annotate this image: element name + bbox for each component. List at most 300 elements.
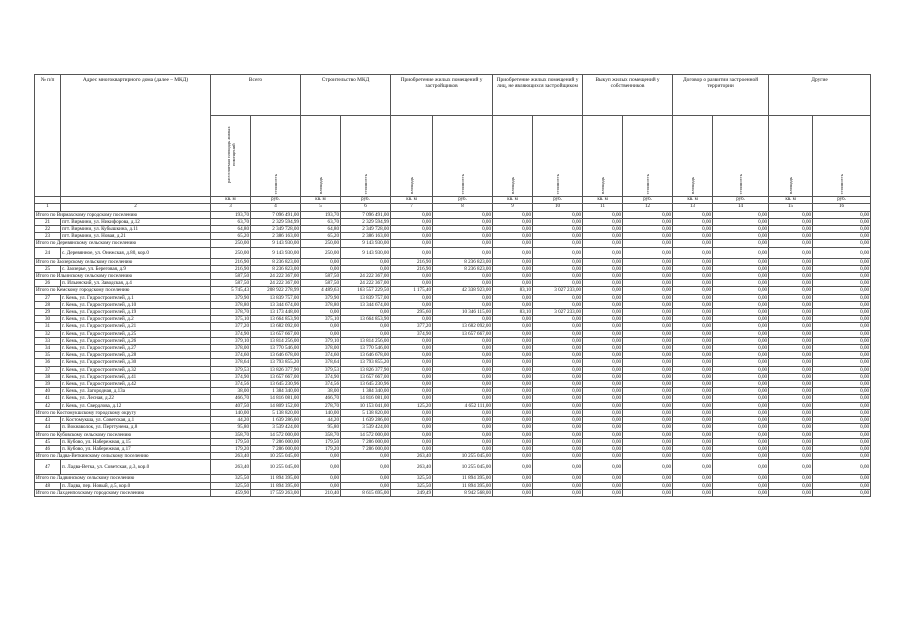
cost-value-cell: 0,00: [623, 453, 673, 460]
subcol-cost: стоимость: [713, 116, 769, 197]
cost-value-cell: 0,00: [813, 482, 871, 489]
area-value-cell: 179,20: [301, 445, 341, 452]
area-value-cell: 0,00: [769, 359, 813, 366]
area-value-cell: 0,00: [493, 482, 533, 489]
subtotal-row: [35, 431, 871, 438]
cost-value-cell: 13 839 757,00: [251, 294, 301, 301]
area-value-cell: 0,00: [493, 489, 533, 496]
table-row: [35, 265, 871, 272]
area-value-cell: 0,00: [769, 489, 813, 496]
area-value-cell: 0,00: [583, 273, 623, 280]
cost-value-cell: 0,00: [433, 345, 493, 352]
subtotal-row: [35, 409, 871, 416]
cost-value-cell: 0,00: [433, 359, 493, 366]
row-number: 27: [35, 294, 61, 301]
cost-value-cell: 0,00: [713, 381, 769, 388]
area-value-cell: 0,00: [769, 287, 813, 294]
area-value-cell: 193,70: [211, 211, 251, 218]
area-value-cell: 263,40: [391, 453, 433, 460]
cost-value-cell: 0,00: [813, 431, 871, 438]
cost-value-cell: 0,00: [813, 265, 871, 272]
area-value-cell: 140,00: [301, 409, 341, 416]
table-row: [35, 233, 871, 240]
cost-value-cell: 0,00: [433, 445, 493, 452]
cost-value-cell: 13 682 092,00: [433, 323, 493, 330]
cost-value-cell: 10 255 045,00: [433, 453, 493, 460]
cost-value-cell: 0,00: [533, 240, 583, 247]
area-value-cell: 325,50: [211, 475, 251, 482]
cost-value-cell: 0,00: [433, 233, 493, 240]
cost-value-cell: 13 826 377,90: [251, 366, 301, 373]
area-value-cell: 0,00: [769, 402, 813, 409]
subcol-area: площадь: [301, 116, 341, 197]
table-row: [35, 309, 871, 316]
area-value-cell: 0,00: [769, 345, 813, 352]
area-value-cell: 0,00: [301, 323, 341, 330]
cost-value-cell: 0,00: [713, 409, 769, 416]
area-value-cell: 44,20: [301, 417, 341, 424]
cost-value-cell: 24 222 367,00: [251, 273, 301, 280]
cost-value-cell: 0,00: [813, 489, 871, 496]
address-cell: г. Кемь, ул. Лесная, д.22: [61, 395, 211, 402]
area-value-cell: 0,00: [769, 316, 813, 323]
area-value-cell: 0,00: [493, 366, 533, 373]
area-value-cell: 379,53: [211, 366, 251, 373]
cost-value-cell: 13 645 230,96: [341, 381, 391, 388]
cost-value-cell: 0,00: [623, 417, 673, 424]
area-value-cell: 0,00: [673, 323, 713, 330]
table-row: [35, 417, 871, 424]
cost-value-cell: 10 255 045,00: [251, 453, 301, 460]
cost-value-cell: 0,00: [713, 352, 769, 359]
subtotal-label: Итого по Ладвинскому сельскому поселению: [35, 475, 211, 482]
cost-value-cell: 13 826 377,90: [341, 366, 391, 373]
unit-cell: руб.: [251, 197, 301, 204]
area-value-cell: 374,90: [391, 330, 433, 337]
area-value-cell: 210,40: [301, 489, 341, 496]
column-number-cell: 11: [583, 204, 623, 211]
cost-value-cell: 0,00: [623, 294, 673, 301]
subcol-cost: стоимость: [251, 116, 301, 197]
area-value-cell: 0,00: [673, 475, 713, 482]
cost-value-cell: 14 816 081,00: [251, 395, 301, 402]
column-number-cell: 7: [391, 204, 433, 211]
area-value-cell: 0,00: [673, 337, 713, 344]
row-number: 38: [35, 373, 61, 380]
area-value-cell: 0,00: [583, 460, 623, 475]
row-number: 25: [35, 265, 61, 272]
cost-value-cell: 11 894 395,00: [433, 475, 493, 482]
cost-value-cell: 0,00: [533, 226, 583, 233]
address-cell: г. Кемь, ул. Гидростроителей, д.30: [61, 359, 211, 366]
address-cell: п. Ладва-Ветка, ул. Советская, д.3, кор.0: [61, 460, 211, 475]
cost-value-cell: 0,00: [713, 453, 769, 460]
area-value-cell: 0,00: [673, 287, 713, 294]
cost-value-cell: 10 255 045,00: [433, 460, 493, 475]
area-value-cell: 0,00: [301, 265, 341, 272]
area-value-cell: 44,20: [211, 417, 251, 424]
area-value-cell: 0,00: [769, 482, 813, 489]
area-value-cell: 0,00: [493, 337, 533, 344]
area-value-cell: 0,00: [493, 226, 533, 233]
cost-value-cell: 0,00: [533, 489, 583, 496]
cost-value-cell: 0,00: [533, 381, 583, 388]
column-number-cell: 16: [813, 204, 871, 211]
area-value-cell: 0,00: [583, 352, 623, 359]
cost-value-cell: 0,00: [533, 301, 583, 308]
area-value-cell: 0,00: [583, 218, 623, 225]
cost-value-cell: 10 153 041,00: [341, 402, 391, 409]
cost-value-cell: 0,00: [713, 301, 769, 308]
area-value-cell: 0,00: [583, 233, 623, 240]
subcol-area: площадь: [391, 116, 433, 197]
cost-value-cell: 0,00: [623, 218, 673, 225]
cost-value-cell: 0,00: [623, 337, 673, 344]
area-value-cell: 0,00: [391, 233, 433, 240]
cost-value-cell: 0,00: [341, 258, 391, 265]
cost-value-cell: 0,00: [813, 301, 871, 308]
table-row: [35, 359, 871, 366]
subcol-area: площадь: [673, 116, 713, 197]
area-value-cell: 0,00: [583, 316, 623, 323]
cost-value-cell: 0,00: [533, 359, 583, 366]
table-row: [35, 330, 871, 337]
table-row: [35, 395, 871, 402]
cost-value-cell: 0,00: [813, 359, 871, 366]
address-cell: г. Костомукша, ул. Советская, д.1: [61, 417, 211, 424]
cost-value-cell: 0,00: [533, 431, 583, 438]
cost-value-cell: 0,00: [533, 323, 583, 330]
cost-value-cell: 0,00: [713, 366, 769, 373]
area-value-cell: 216,90: [211, 258, 251, 265]
subtotal-label: Итого по Кубовскому сельскому поселению: [35, 431, 211, 438]
cost-value-cell: 0,00: [533, 409, 583, 416]
cost-value-cell: 0,00: [533, 438, 583, 445]
cost-value-cell: 0,00: [813, 280, 871, 287]
cost-value-cell: 163 557 229,50: [341, 287, 391, 294]
area-value-cell: 0,00: [673, 438, 713, 445]
column-number-cell: 14: [713, 204, 769, 211]
area-value-cell: 0,00: [493, 359, 533, 366]
cost-value-cell: 0,00: [623, 247, 673, 258]
area-value-cell: 0,00: [673, 352, 713, 359]
area-value-cell: 0,00: [673, 482, 713, 489]
column-number-cell: 15: [769, 204, 813, 211]
cost-value-cell: 13 657 667,00: [251, 373, 301, 380]
cost-value-cell: 0,00: [713, 287, 769, 294]
row-number: 29: [35, 309, 61, 316]
area-value-cell: 263,40: [391, 460, 433, 475]
area-value-cell: 374,56: [211, 381, 251, 388]
cost-value-cell: 3 539 424,00: [251, 424, 301, 431]
row-number: 30: [35, 316, 61, 323]
area-value-cell: 0,00: [391, 345, 433, 352]
subtotal-row: [35, 211, 871, 218]
cost-value-cell: 0,00: [713, 330, 769, 337]
unit-cell: кв. м: [583, 197, 623, 204]
col-construction-header: Строительство МКД: [301, 75, 391, 116]
subcol-area-living: расселяемая площадь жилых помещений: [211, 116, 251, 197]
cost-value-cell: 0,00: [813, 409, 871, 416]
area-value-cell: 0,00: [673, 218, 713, 225]
cost-value-cell: 0,00: [341, 460, 391, 475]
column-number-cell: 10: [533, 204, 583, 211]
area-value-cell: 0,00: [493, 475, 533, 482]
cost-value-cell: 0,00: [623, 273, 673, 280]
area-value-cell: 0,00: [769, 265, 813, 272]
cost-value-cell: 0,00: [623, 359, 673, 366]
cost-value-cell: 13 770 546,00: [251, 345, 301, 352]
area-value-cell: 0,00: [493, 316, 533, 323]
cost-value-cell: 1 384 340,00: [251, 388, 301, 395]
table-body: [35, 211, 871, 496]
area-value-cell: 0,00: [769, 395, 813, 402]
area-value-cell: 0,00: [769, 258, 813, 265]
cost-value-cell: 1 639 286,00: [341, 417, 391, 424]
table-row: [35, 226, 871, 233]
cost-value-cell: 7 286 000,00: [251, 445, 301, 452]
area-value-cell: 0,00: [769, 218, 813, 225]
area-value-cell: 0,00: [673, 445, 713, 452]
cost-value-cell: 14 809 152,00: [251, 402, 301, 409]
row-number: 48: [35, 482, 61, 489]
area-value-cell: 0,00: [301, 258, 341, 265]
row-number: 32: [35, 330, 61, 337]
table-row: [35, 388, 871, 395]
cost-value-cell: 0,00: [623, 352, 673, 359]
resettlement-table-sheet: [34, 74, 870, 497]
units-cell-empty: [61, 197, 211, 204]
cost-value-cell: 13 814 256,00: [251, 337, 301, 344]
area-value-cell: 0,00: [769, 233, 813, 240]
cost-value-cell: 0,00: [433, 381, 493, 388]
units-cell-empty: [35, 197, 61, 204]
area-value-cell: 378,80: [301, 301, 341, 308]
cost-value-cell: 0,00: [813, 240, 871, 247]
unit-cell: кв. м: [673, 197, 713, 204]
cost-value-cell: 0,00: [813, 438, 871, 445]
area-value-cell: 0,00: [583, 301, 623, 308]
address-cell: пгт. Вирмини, ул. Кубышкина, д.11: [61, 226, 211, 233]
area-value-cell: 0,00: [583, 323, 623, 330]
area-value-cell: 0,00: [673, 211, 713, 218]
address-cell: г. Кемь, ул. Гидростроителей, д.41: [61, 373, 211, 380]
subcol-area: площадь: [769, 116, 813, 197]
table-row: [35, 337, 871, 344]
subtotal-label: Итого по Вирмахскому городскому поселению: [35, 211, 211, 218]
area-value-cell: 0,00: [583, 211, 623, 218]
cost-value-cell: 5 138 820,00: [341, 409, 391, 416]
table-row: [35, 280, 871, 287]
cost-value-cell: 0,00: [533, 218, 583, 225]
cost-value-cell: 9 143 930,00: [251, 247, 301, 258]
cost-value-cell: 0,00: [813, 337, 871, 344]
area-value-cell: 0,00: [583, 381, 623, 388]
cost-value-cell: 0,00: [341, 330, 391, 337]
subcol-cost: стоимость: [341, 116, 391, 197]
cost-value-cell: 0,00: [813, 218, 871, 225]
address-cell: г. Кемь, ул. Гидростроителей, д.26: [61, 337, 211, 344]
cost-value-cell: 0,00: [533, 482, 583, 489]
subtotal-label: Итого по Деревянскому сельскому поселению: [35, 240, 211, 247]
address-cell: г. Кемь, ул. Гидростроителей, д.10: [61, 301, 211, 308]
area-value-cell: 587,50: [301, 273, 341, 280]
address-cell: г. Кемь, ул. Гидростроителей, д.19: [61, 309, 211, 316]
cost-value-cell: 13 173 448,00: [251, 309, 301, 316]
cost-value-cell: 8 236 823,00: [251, 258, 301, 265]
area-value-cell: 0,00: [673, 388, 713, 395]
area-value-cell: 374,60: [301, 352, 341, 359]
area-value-cell: 0,00: [391, 417, 433, 424]
area-value-cell: 379,10: [301, 337, 341, 344]
cost-value-cell: 0,00: [713, 323, 769, 330]
cost-value-cell: 9 143 930,00: [341, 240, 391, 247]
cost-value-cell: 0,00: [623, 280, 673, 287]
cost-value-cell: 13 770 546,00: [341, 345, 391, 352]
area-value-cell: 0,00: [583, 453, 623, 460]
address-cell: г. Кемь, ул. Гидростроителей, д.25: [61, 330, 211, 337]
address-cell: г. Кемь, ул. Гидростроителей, д.42: [61, 381, 211, 388]
cost-value-cell: 0,00: [813, 366, 871, 373]
area-value-cell: 0,00: [493, 218, 533, 225]
cost-value-cell: 0,00: [533, 417, 583, 424]
unit-cell: кв. м: [211, 197, 251, 204]
area-value-cell: 0,00: [769, 445, 813, 452]
cost-value-cell: 0,00: [813, 381, 871, 388]
area-value-cell: 83,10: [493, 287, 533, 294]
table-row: [35, 381, 871, 388]
cost-value-cell: 0,00: [433, 395, 493, 402]
area-value-cell: 0,00: [583, 395, 623, 402]
cost-value-cell: 0,00: [623, 287, 673, 294]
area-value-cell: 0,00: [769, 409, 813, 416]
cost-value-cell: 17 559 263,00: [251, 489, 301, 496]
row-number: 28: [35, 301, 61, 308]
area-value-cell: 64,80: [301, 226, 341, 233]
area-value-cell: 378,80: [211, 301, 251, 308]
area-value-cell: 379,10: [211, 337, 251, 344]
area-value-cell: 0,00: [673, 233, 713, 240]
area-value-cell: 0,00: [673, 409, 713, 416]
cost-value-cell: 0,00: [533, 424, 583, 431]
cost-value-cell: 11 894 395,00: [251, 482, 301, 489]
subtotal-row: [35, 258, 871, 265]
area-value-cell: 0,00: [673, 301, 713, 308]
cost-value-cell: 0,00: [433, 337, 493, 344]
cost-value-cell: 0,00: [433, 211, 493, 218]
cost-value-cell: 0,00: [623, 366, 673, 373]
area-value-cell: 0,00: [391, 373, 433, 380]
area-value-cell: 0,00: [391, 218, 433, 225]
subtotal-row: [35, 453, 871, 460]
cost-value-cell: 0,00: [813, 233, 871, 240]
cost-value-cell: 0,00: [533, 273, 583, 280]
cost-value-cell: 7 286 000,00: [341, 445, 391, 452]
area-value-cell: 0,00: [391, 280, 433, 287]
cost-value-cell: 0,00: [623, 211, 673, 218]
area-value-cell: 0,00: [391, 240, 433, 247]
subcol-cost: стоимость: [813, 116, 871, 197]
col-number-header: № п/п: [35, 75, 61, 197]
address-cell: г. Кемь, ул. Гидростроителей, д.2: [61, 316, 211, 323]
area-value-cell: 0,00: [769, 273, 813, 280]
table-row: [35, 301, 871, 308]
cost-value-cell: 208 922 278,99: [251, 287, 301, 294]
area-value-cell: 0,00: [493, 381, 533, 388]
cost-value-cell: 10 346 115,00: [433, 309, 493, 316]
cost-value-cell: 0,00: [813, 316, 871, 323]
cost-value-cell: 0,00: [623, 233, 673, 240]
column-number-cell: 6: [341, 204, 391, 211]
area-value-cell: 0,00: [493, 388, 533, 395]
area-value-cell: 0,00: [583, 388, 623, 395]
unit-cell: кв. м: [391, 197, 433, 204]
cost-value-cell: 9 143 930,00: [251, 240, 301, 247]
area-value-cell: 0,00: [673, 265, 713, 272]
area-value-cell: 250,00: [301, 247, 341, 258]
cost-value-cell: 0,00: [713, 431, 769, 438]
table-row: [35, 247, 871, 258]
cost-value-cell: 0,00: [341, 323, 391, 330]
area-value-cell: 125,20: [391, 402, 433, 409]
area-value-cell: 374,90: [301, 373, 341, 380]
area-value-cell: 459,90: [211, 489, 251, 496]
cost-value-cell: 0,00: [623, 424, 673, 431]
subtotal-row: [35, 240, 871, 247]
area-value-cell: 374,60: [211, 352, 251, 359]
cost-value-cell: 13 646 678,00: [341, 352, 391, 359]
row-number: 36: [35, 359, 61, 366]
area-value-cell: 0,00: [583, 489, 623, 496]
area-value-cell: 374,56: [301, 381, 341, 388]
area-value-cell: 0,00: [583, 345, 623, 352]
cost-value-cell: 0,00: [623, 301, 673, 308]
cost-value-cell: 0,00: [341, 309, 391, 316]
row-number: 46: [35, 445, 61, 452]
cost-value-cell: 0,00: [533, 330, 583, 337]
cost-value-cell: 3 539 424,00: [341, 424, 391, 431]
row-number: 34: [35, 345, 61, 352]
table-row: [35, 460, 871, 475]
area-value-cell: 0,00: [301, 482, 341, 489]
cost-value-cell: 7 096 491,00: [251, 211, 301, 218]
area-value-cell: 378,64: [211, 359, 251, 366]
area-value-cell: 0,00: [673, 489, 713, 496]
cost-value-cell: 0,00: [813, 211, 871, 218]
cost-value-cell: 5 138 820,00: [251, 409, 301, 416]
cost-value-cell: 13 664 853,90: [251, 316, 301, 323]
unit-cell: руб.: [533, 197, 583, 204]
cost-value-cell: 0,00: [433, 424, 493, 431]
cost-value-cell: 0,00: [533, 337, 583, 344]
cost-value-cell: 0,00: [533, 402, 583, 409]
area-value-cell: 0,00: [493, 265, 533, 272]
area-value-cell: 0,00: [493, 424, 533, 431]
area-value-cell: 0,00: [583, 294, 623, 301]
area-value-cell: 0,00: [769, 323, 813, 330]
table-row: [35, 438, 871, 445]
area-value-cell: 0,00: [769, 280, 813, 287]
area-value-cell: 0,00: [493, 345, 533, 352]
area-value-cell: 0,00: [673, 402, 713, 409]
cost-value-cell: 0,00: [433, 409, 493, 416]
cost-value-cell: 13 657 667,00: [433, 330, 493, 337]
area-value-cell: 0,00: [391, 352, 433, 359]
cost-value-cell: 0,00: [813, 445, 871, 452]
area-value-cell: 0,00: [769, 366, 813, 373]
area-value-cell: 0,00: [673, 316, 713, 323]
row-number: 35: [35, 352, 61, 359]
